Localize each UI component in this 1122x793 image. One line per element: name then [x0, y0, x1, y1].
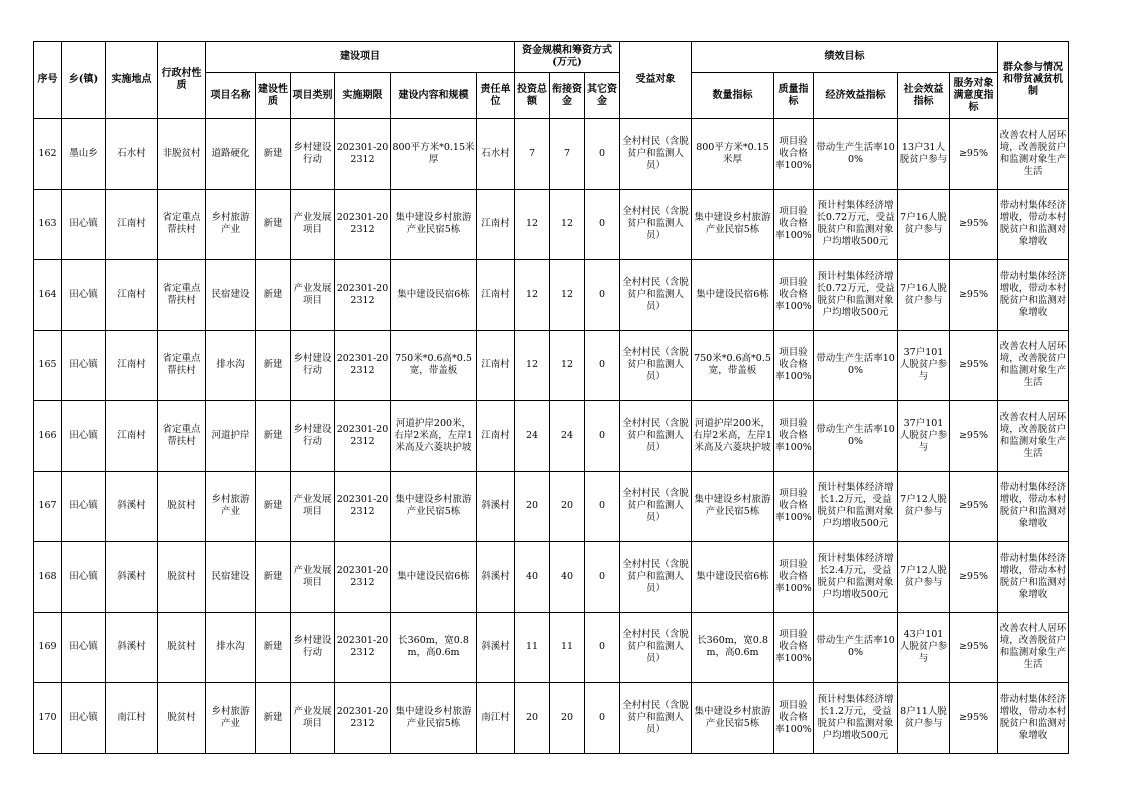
cell-build-nature: 新建	[256, 612, 291, 683]
cell-total-invest: 12	[515, 260, 550, 331]
cell-project-category: 产业发展项目	[291, 189, 335, 260]
cell-period: 202301-202312	[335, 260, 391, 331]
cell-village-type: 脱贫村	[158, 683, 206, 754]
cell-quantity: 集中建设民宿6栋	[692, 260, 774, 331]
header-linked-fund: 衔接资金	[550, 73, 585, 119]
cell-village-type: 省定重点帮扶村	[158, 401, 206, 472]
cell-project-category: 乡村建设行动	[291, 119, 335, 190]
cell-project-name: 乡村旅游产业	[206, 471, 256, 542]
header-location: 实施地点	[106, 42, 158, 119]
table-row	[34, 683, 1069, 754]
cell-project-name: 排水沟	[206, 330, 256, 401]
header-satisfaction: 服务对象满意度指标	[950, 73, 998, 119]
cell-participation: 带动村集体经济增收，带动本村脱贫户和监测对象增收	[998, 683, 1069, 754]
cell-linked-fund: 24	[550, 401, 585, 472]
cell-participation: 改善农村人居环境，改善脱贫户和监测对象生产生活	[998, 330, 1069, 401]
cell-village-type: 省定重点帮扶村	[158, 260, 206, 331]
cell-quantity: 集中建设乡村旅游产业民宿5栋	[692, 683, 774, 754]
cell-satisfaction: ≥95%	[950, 260, 998, 331]
cell-economic: 预计村集体经济增长0.72万元，受益脱贫户和监测对象户均增收500元	[814, 260, 898, 331]
cell-quantity: 750米*0.6高*0.5宽，带盖板	[692, 330, 774, 401]
cell-seq: 166	[34, 401, 62, 472]
cell-project-category: 乡村建设行动	[291, 612, 335, 683]
cell-location: 斜溪村	[106, 542, 158, 613]
cell-responsible: 南江村	[477, 683, 515, 754]
header-beneficiary: 受益对象	[620, 42, 692, 119]
cell-total-invest: 12	[515, 189, 550, 260]
cell-participation: 改善农村人居环境，改善脱贫户和监测对象生产生活	[998, 401, 1069, 472]
cell-beneficiary: 全村村民（含脱贫户和监测人员）	[620, 260, 692, 331]
cell-responsible: 斜溪村	[477, 542, 515, 613]
cell-satisfaction: ≥95%	[950, 330, 998, 401]
cell-project-name: 民宿建设	[206, 542, 256, 613]
cell-beneficiary: 全村村民（含脱贫户和监测人员）	[620, 189, 692, 260]
table-row	[34, 542, 1069, 613]
cell-content-scale: 河道护岸200米，右岸2米高，左岸1米高及六菱块护坡	[391, 401, 477, 472]
header-total-invest: 投资总额	[515, 73, 550, 119]
cell-economic: 带动生产生活率100%	[814, 401, 898, 472]
cell-linked-fund: 7	[550, 119, 585, 190]
cell-project-category: 乡村建设行动	[291, 330, 335, 401]
cell-linked-fund: 12	[550, 330, 585, 401]
cell-township: 田心镇	[62, 189, 106, 260]
cell-build-nature: 新建	[256, 119, 291, 190]
cell-responsible: 江南村	[477, 330, 515, 401]
cell-participation: 改善农村人居环境，改善脱贫户和监测对象生产生活	[998, 119, 1069, 190]
cell-content-scale: 集中建设民宿6栋	[391, 260, 477, 331]
header-row-1	[34, 42, 1069, 73]
cell-quantity: 河道护岸200米，右岸2米高，左岸1米高及六菱块护坡	[692, 401, 774, 472]
cell-social: 37户101人脱贫户参与	[898, 401, 950, 472]
cell-total-invest: 20	[515, 683, 550, 754]
cell-period: 202301-202312	[335, 542, 391, 613]
cell-content-scale: 集中建设乡村旅游产业民宿5栋	[391, 683, 477, 754]
cell-social: 7户12人脱贫户参与	[898, 542, 950, 613]
cell-economic: 预计村集体经济增长1.2万元，受益脱贫户和监测对象户均增收500元	[814, 683, 898, 754]
cell-total-invest: 7	[515, 119, 550, 190]
header-period: 实施期限	[335, 73, 391, 119]
cell-social: 7户16人脱贫户参与	[898, 189, 950, 260]
cell-seq: 167	[34, 471, 62, 542]
cell-quantity: 集中建设乡村旅游产业民宿5栋	[692, 471, 774, 542]
cell-responsible: 江南村	[477, 260, 515, 331]
cell-period: 202301-202312	[335, 471, 391, 542]
header-township: 乡(镇)	[62, 42, 106, 119]
cell-village-type: 省定重点帮扶村	[158, 330, 206, 401]
cell-period: 202301-202312	[335, 401, 391, 472]
cell-quantity: 集中建设乡村旅游产业民宿5栋	[692, 189, 774, 260]
cell-other-fund: 0	[585, 189, 620, 260]
header-project-group: 建设项目	[206, 42, 515, 73]
cell-participation: 带动村集体经济增收，带动本村脱贫户和监测对象增收	[998, 189, 1069, 260]
header-responsible: 责任单位	[477, 73, 515, 119]
cell-other-fund: 0	[585, 471, 620, 542]
cell-quality: 项目验收合格率100%	[774, 542, 814, 613]
cell-content-scale: 集中建设乡村旅游产业民宿5栋	[391, 189, 477, 260]
cell-project-name: 排水沟	[206, 612, 256, 683]
header-funds-group: 资金规模和筹资方式(万元)	[515, 42, 620, 73]
table-row	[34, 401, 1069, 472]
header-project-name: 项目名称	[206, 73, 256, 119]
header-seq: 序号	[34, 42, 62, 119]
cell-village-type: 脱贫村	[158, 471, 206, 542]
cell-linked-fund: 20	[550, 683, 585, 754]
cell-beneficiary: 全村村民（含脱贫户和监测人员）	[620, 542, 692, 613]
cell-other-fund: 0	[585, 119, 620, 190]
cell-economic: 预计村集体经济增长2.4万元，受益脱贫户和监测对象户均增收500元	[814, 542, 898, 613]
header-project-category: 项目类别	[291, 73, 335, 119]
cell-content-scale: 集中建设民宿6栋	[391, 542, 477, 613]
cell-economic: 带动生产生活率100%	[814, 612, 898, 683]
table-row	[34, 119, 1069, 190]
cell-satisfaction: ≥95%	[950, 683, 998, 754]
cell-responsible: 江南村	[477, 401, 515, 472]
cell-location: 江南村	[106, 189, 158, 260]
cell-project-category: 产业发展项目	[291, 260, 335, 331]
cell-total-invest: 40	[515, 542, 550, 613]
cell-other-fund: 0	[585, 542, 620, 613]
cell-location: 石水村	[106, 119, 158, 190]
cell-seq: 163	[34, 189, 62, 260]
cell-location: 江南村	[106, 330, 158, 401]
cell-economic: 预计村集体经济增长1.2万元，受益脱贫户和监测对象户均增收500元	[814, 471, 898, 542]
cell-location: 斜溪村	[106, 471, 158, 542]
cell-quantity: 800平方米*0.15米厚	[692, 119, 774, 190]
cell-township: 田心镇	[62, 612, 106, 683]
cell-linked-fund: 12	[550, 260, 585, 331]
cell-quantity: 集中建设民宿6栋	[692, 542, 774, 613]
cell-quality: 项目验收合格率100%	[774, 260, 814, 331]
cell-economic: 预计村集体经济增长0.72万元，受益脱贫户和监测对象户均增收500元	[814, 189, 898, 260]
header-social: 社会效益指标	[898, 73, 950, 119]
cell-social: 37户101人脱贫户参与	[898, 330, 950, 401]
cell-social: 43户101人脱贫户参与	[898, 612, 950, 683]
cell-social: 7户12人脱贫户参与	[898, 471, 950, 542]
table-row	[34, 260, 1069, 331]
cell-seq: 162	[34, 119, 62, 190]
cell-beneficiary: 全村村民（含脱贫户和监测人员）	[620, 683, 692, 754]
cell-build-nature: 新建	[256, 260, 291, 331]
cell-content-scale: 800平方米*0.15米厚	[391, 119, 477, 190]
header-participation: 群众参与情况和带贫减贫机制	[998, 42, 1069, 119]
cell-project-name: 河道护岸	[206, 401, 256, 472]
cell-linked-fund: 11	[550, 612, 585, 683]
cell-village-type: 脱贫村	[158, 612, 206, 683]
cell-build-nature: 新建	[256, 330, 291, 401]
cell-township: 田心镇	[62, 542, 106, 613]
cell-location: 江南村	[106, 260, 158, 331]
cell-seq: 164	[34, 260, 62, 331]
cell-quality: 项目验收合格率100%	[774, 471, 814, 542]
cell-responsible: 斜溪村	[477, 612, 515, 683]
cell-location: 江南村	[106, 401, 158, 472]
cell-seq: 169	[34, 612, 62, 683]
cell-linked-fund: 40	[550, 542, 585, 613]
cell-quality: 项目验收合格率100%	[774, 401, 814, 472]
cell-participation: 改善农村人居环境，改善脱贫户和监测对象生产生活	[998, 612, 1069, 683]
cell-total-invest: 12	[515, 330, 550, 401]
cell-location: 南江村	[106, 683, 158, 754]
cell-quality: 项目验收合格率100%	[774, 119, 814, 190]
cell-project-category: 产业发展项目	[291, 542, 335, 613]
cell-quantity: 长360m，宽0.8m，高0.6m	[692, 612, 774, 683]
cell-township: 田心镇	[62, 260, 106, 331]
cell-linked-fund: 20	[550, 471, 585, 542]
cell-project-name: 民宿建设	[206, 260, 256, 331]
cell-satisfaction: ≥95%	[950, 542, 998, 613]
cell-location: 斜溪村	[106, 612, 158, 683]
cell-build-nature: 新建	[256, 401, 291, 472]
header-other-fund: 其它资金	[585, 73, 620, 119]
cell-township: 墨山乡	[62, 119, 106, 190]
cell-build-nature: 新建	[256, 471, 291, 542]
cell-other-fund: 0	[585, 401, 620, 472]
cell-seq: 165	[34, 330, 62, 401]
cell-quality: 项目验收合格率100%	[774, 612, 814, 683]
cell-build-nature: 新建	[256, 189, 291, 260]
cell-project-category: 产业发展项目	[291, 471, 335, 542]
cell-township: 田心镇	[62, 683, 106, 754]
cell-social: 13户31人脱贫户参与	[898, 119, 950, 190]
cell-seq: 168	[34, 542, 62, 613]
cell-social: 7户16人脱贫户参与	[898, 260, 950, 331]
cell-project-category: 产业发展项目	[291, 683, 335, 754]
cell-beneficiary: 全村村民（含脱贫户和监测人员）	[620, 471, 692, 542]
cell-satisfaction: ≥95%	[950, 189, 998, 260]
cell-economic: 带动生产生活率100%	[814, 330, 898, 401]
cell-quality: 项目验收合格率100%	[774, 189, 814, 260]
cell-village-type: 非脱贫村	[158, 119, 206, 190]
table-row	[34, 189, 1069, 260]
cell-village-type: 省定重点帮扶村	[158, 189, 206, 260]
cell-township: 田心镇	[62, 471, 106, 542]
header-village-type: 行政村性质	[158, 42, 206, 119]
cell-content-scale: 长360m，宽0.8m，高0.6m	[391, 612, 477, 683]
header-economic: 经济效益指标	[814, 73, 898, 119]
project-table-wrapper	[33, 41, 1069, 754]
header-quality: 质量指标	[774, 73, 814, 119]
cell-seq: 170	[34, 683, 62, 754]
table-row	[34, 471, 1069, 542]
cell-build-nature: 新建	[256, 542, 291, 613]
cell-township: 田心镇	[62, 330, 106, 401]
cell-project-name: 乡村旅游产业	[206, 683, 256, 754]
cell-responsible: 石水村	[477, 119, 515, 190]
cell-satisfaction: ≥95%	[950, 471, 998, 542]
cell-total-invest: 24	[515, 401, 550, 472]
cell-total-invest: 11	[515, 612, 550, 683]
cell-responsible: 江南村	[477, 189, 515, 260]
cell-quality: 项目验收合格率100%	[774, 330, 814, 401]
cell-content-scale: 750米*0.6高*0.5宽，带盖板	[391, 330, 477, 401]
cell-beneficiary: 全村村民（含脱贫户和监测人员）	[620, 119, 692, 190]
header-content-scale: 建设内容和规模	[391, 73, 477, 119]
cell-other-fund: 0	[585, 683, 620, 754]
project-table	[33, 41, 1069, 754]
cell-other-fund: 0	[585, 330, 620, 401]
cell-project-category: 乡村建设行动	[291, 401, 335, 472]
cell-social: 8户11人脱贫户参与	[898, 683, 950, 754]
header-build-nature: 建设性质	[256, 73, 291, 119]
table-row	[34, 612, 1069, 683]
cell-economic: 带动生产生活率100%	[814, 119, 898, 190]
cell-satisfaction: ≥95%	[950, 401, 998, 472]
cell-project-name: 乡村旅游产业	[206, 189, 256, 260]
cell-other-fund: 0	[585, 612, 620, 683]
cell-linked-fund: 12	[550, 189, 585, 260]
cell-period: 202301-202312	[335, 330, 391, 401]
cell-period: 202301-202312	[335, 189, 391, 260]
cell-satisfaction: ≥95%	[950, 612, 998, 683]
cell-build-nature: 新建	[256, 683, 291, 754]
cell-beneficiary: 全村村民（含脱贫户和监测人员）	[620, 330, 692, 401]
cell-period: 202301-202312	[335, 119, 391, 190]
cell-beneficiary: 全村村民（含脱贫户和监测人员）	[620, 612, 692, 683]
cell-project-name: 道路硬化	[206, 119, 256, 190]
cell-beneficiary: 全村村民（含脱贫户和监测人员）	[620, 401, 692, 472]
header-quantity: 数量指标	[692, 73, 774, 119]
cell-other-fund: 0	[585, 260, 620, 331]
cell-village-type: 脱贫村	[158, 542, 206, 613]
cell-period: 202301-202312	[335, 683, 391, 754]
cell-participation: 带动村集体经济增收，带动本村脱贫户和监测对象增收	[998, 471, 1069, 542]
cell-content-scale: 集中建设乡村旅游产业民宿5栋	[391, 471, 477, 542]
cell-participation: 带动村集体经济增收，带动本村脱贫户和监测对象增收	[998, 260, 1069, 331]
cell-quality: 项目验收合格率100%	[774, 683, 814, 754]
cell-period: 202301-202312	[335, 612, 391, 683]
cell-participation: 带动村集体经济增收，带动本村脱贫户和监测对象增收	[998, 542, 1069, 613]
cell-township: 田心镇	[62, 401, 106, 472]
table-row	[34, 330, 1069, 401]
cell-responsible: 斜溪村	[477, 471, 515, 542]
cell-satisfaction: ≥95%	[950, 119, 998, 190]
header-performance-group: 绩效目标	[692, 42, 998, 73]
cell-total-invest: 20	[515, 471, 550, 542]
